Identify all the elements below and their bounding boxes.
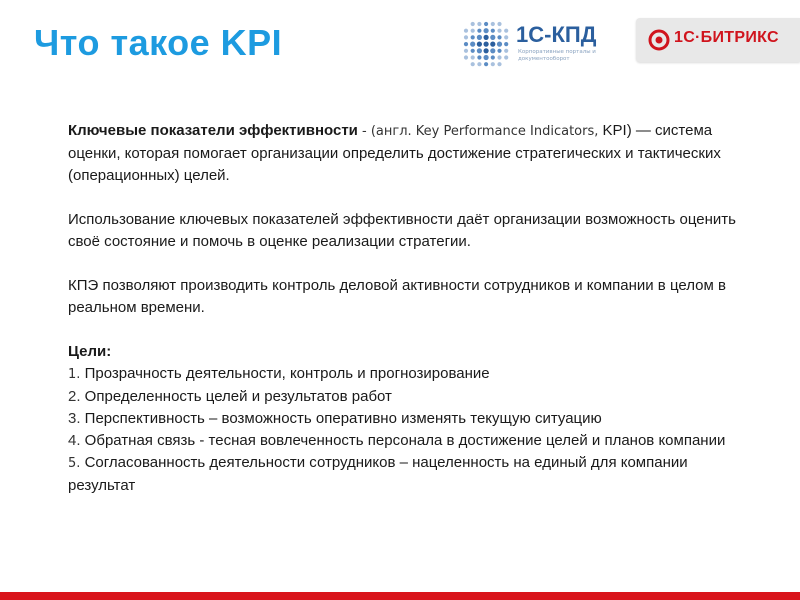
usage-paragraph: Использование ключевых показателей эффективности даёт организации возможность оценить своё состояние и помочь в оценке реализации стратегии. <box>68 211 736 250</box>
slide-title: Что такое KPI <box>34 22 283 63</box>
goal-number: 1. <box>68 367 81 382</box>
goal-text: Согласованность деятельности сотрудников – нацеленность на единый для компании результат <box>68 454 688 494</box>
slide-body <box>68 120 748 497</box>
kpd-logo <box>462 18 612 70</box>
kpd-logo-tagline: Корпоративные порталы и документооборот <box>518 49 596 62</box>
bitrix-logo-name: 1С·БИТРИКС <box>674 29 779 46</box>
bitrix-circle-icon <box>648 29 670 51</box>
intro-paragraph <box>68 120 748 187</box>
goal-number: 3. <box>68 410 81 427</box>
goal-text: Перспективность – возможность оперативно изменять текущую ситуацию <box>80 410 602 427</box>
goal-number: 2. <box>68 388 81 405</box>
goal-number: 5. <box>68 456 81 471</box>
intro-english: (англ. Key Performance Indicators, <box>370 124 599 139</box>
bitrix-logo <box>636 18 800 62</box>
kpi-term: Ключевые показатели эффективности <box>68 122 358 139</box>
intro-dash: - <box>357 124 371 139</box>
goal-item <box>68 430 748 452</box>
goals-heading: Цели: <box>68 343 112 360</box>
goal-number: 4. <box>68 432 81 449</box>
goal-item <box>68 363 748 386</box>
goal-text: Обратная связь - тесная вовлеченность персонала в достижение целей и планов компании <box>80 432 726 449</box>
goal-item <box>68 386 748 408</box>
kpd-logo-name: 1С-КПД <box>516 22 597 47</box>
goal-text: Прозрачность деятельности, контроль и прогнозирование <box>80 365 490 382</box>
bottom-accent-bar <box>0 592 800 600</box>
dot-grid-icon <box>462 20 510 68</box>
goal-text: Определенность целей и результатов работ <box>80 388 392 405</box>
control-paragraph: КПЭ позволяют производить контроль деловой активности сотрудников и компании в целом в реальном времени. <box>68 277 726 316</box>
goal-item <box>68 408 748 430</box>
intro-definition: KPI) — система оценки, которая помогает организации определить достижение стратегических и тактических (операционных) целей. <box>68 122 721 184</box>
goal-item <box>68 452 748 497</box>
